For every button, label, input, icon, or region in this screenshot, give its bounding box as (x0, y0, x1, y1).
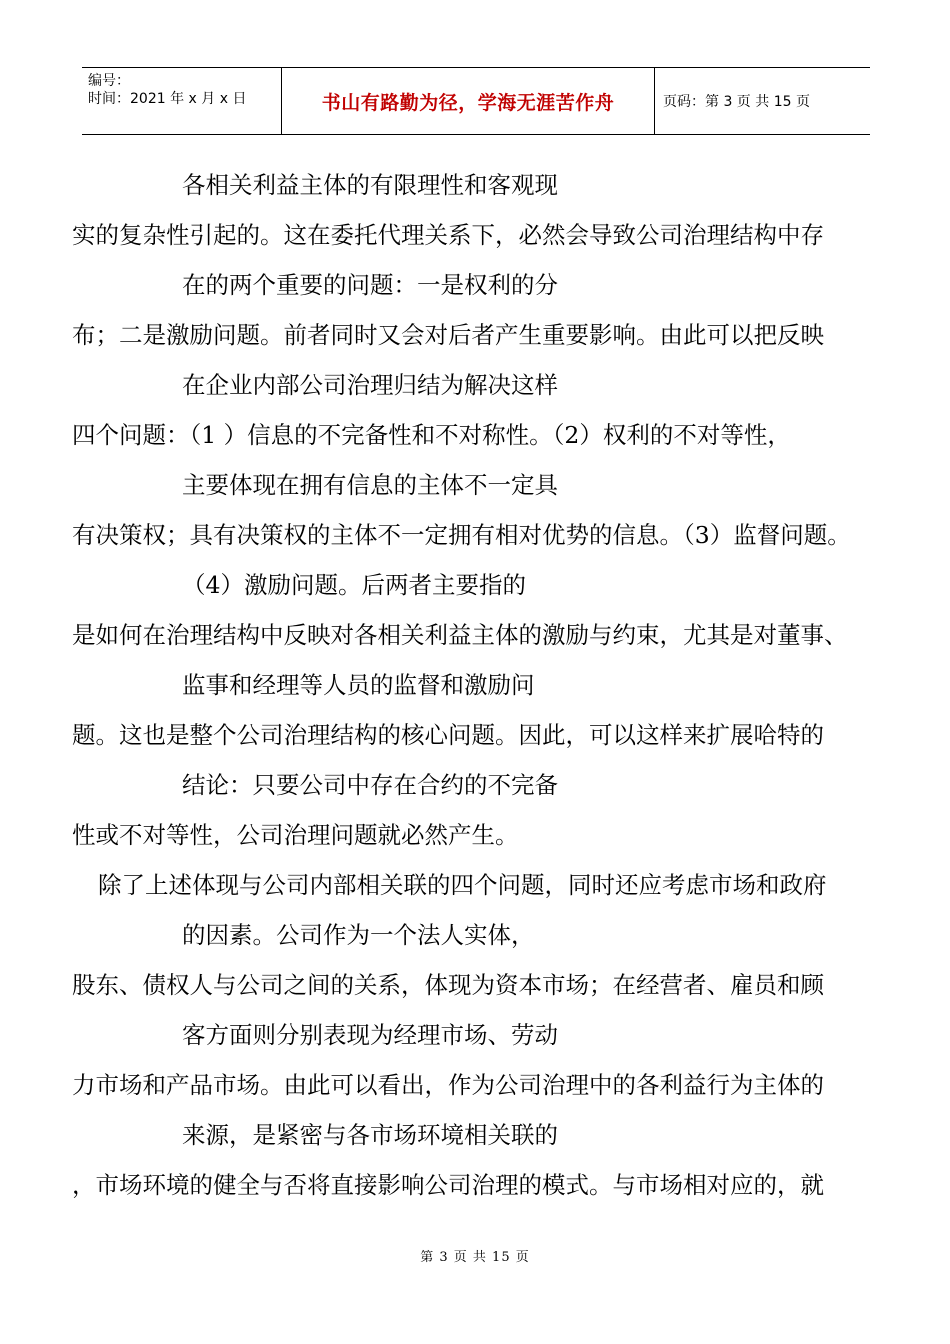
body-line: 性或不对等性，公司治理问题就必然产生。 (72, 821, 519, 849)
document-body (72, 160, 912, 1210)
body-line: 在的两个重要的问题：一是权利的分 (182, 271, 558, 299)
body-line: ，市场环境的健全与否将直接影响公司治理的模式。与市场相对应的，就 (72, 1171, 824, 1199)
body-line: 力市场和产品市场。由此可以看出，作为公司治理中的各利益行为主体的 (72, 1071, 824, 1099)
date-label: 时间：2021 年 x 月 x 日 (88, 91, 247, 107)
body-line: 有决策权；具有决策权的主体不一定拥有相对优势的信息。（3）监督问题。 (72, 521, 851, 549)
body-line: 股东、债权人与公司之间的关系，体现为资本市场；在经营者、雇员和顾 (72, 971, 824, 999)
body-line: 是如何在治理结构中反映对各相关利益主体的激励与约束，尤其是对董事、 (72, 621, 848, 649)
body-line: 监事和经理等人员的监督和激励问 (182, 671, 535, 699)
page-footer: 第 3 页 共 15 页 (420, 1250, 530, 1265)
motto-text: 书山有路勤为径，学海无涯苦作舟 (321, 91, 615, 114)
body-line: 主要体现在拥有信息的主体不一定具 (182, 471, 558, 499)
header-motto-cell (282, 68, 655, 134)
number-label: 编号： (88, 73, 130, 89)
body-line: 在企业内部公司治理归结为解决这样 (182, 371, 558, 399)
page-label: 页码：第 3 页 共 15 页 (663, 94, 810, 110)
body-line: 题。这也是整个公司治理结构的核心问题。因此，可以这样来扩展哈特的 (72, 721, 824, 749)
body-line: 布；二是激励问题。前者同时又会对后者产生重要影响。由此可以把反映 (72, 321, 824, 349)
body-line: 客方面则分别表现为经理市场、劳动 (182, 1021, 558, 1049)
body-line: （4）激励问题。后两者主要指的 (182, 571, 526, 599)
header-info-cell (82, 68, 282, 134)
body-line: 各相关利益主体的有限理性和客观现 (182, 171, 558, 199)
body-line: 的因素。公司作为一个法人实体， (182, 921, 535, 949)
header-page-cell (655, 68, 870, 134)
body-line: 来源，是紧密与各市场环境相关联的 (182, 1121, 558, 1149)
body-line: 结论：只要公司中存在合约的不完备 (182, 771, 558, 799)
header-table (82, 67, 870, 135)
body-line: 除了上述体现与公司内部相关联的四个问题，同时还应考虑市场和政府 (98, 871, 827, 899)
body-line: 四个问题：（1 ）信息的不完备性和不对称性。（2）权利的不对等性， (72, 421, 791, 449)
body-line: 实的复杂性引起的。这在委托代理关系下，必然会导致公司治理结构中存 (72, 221, 824, 249)
